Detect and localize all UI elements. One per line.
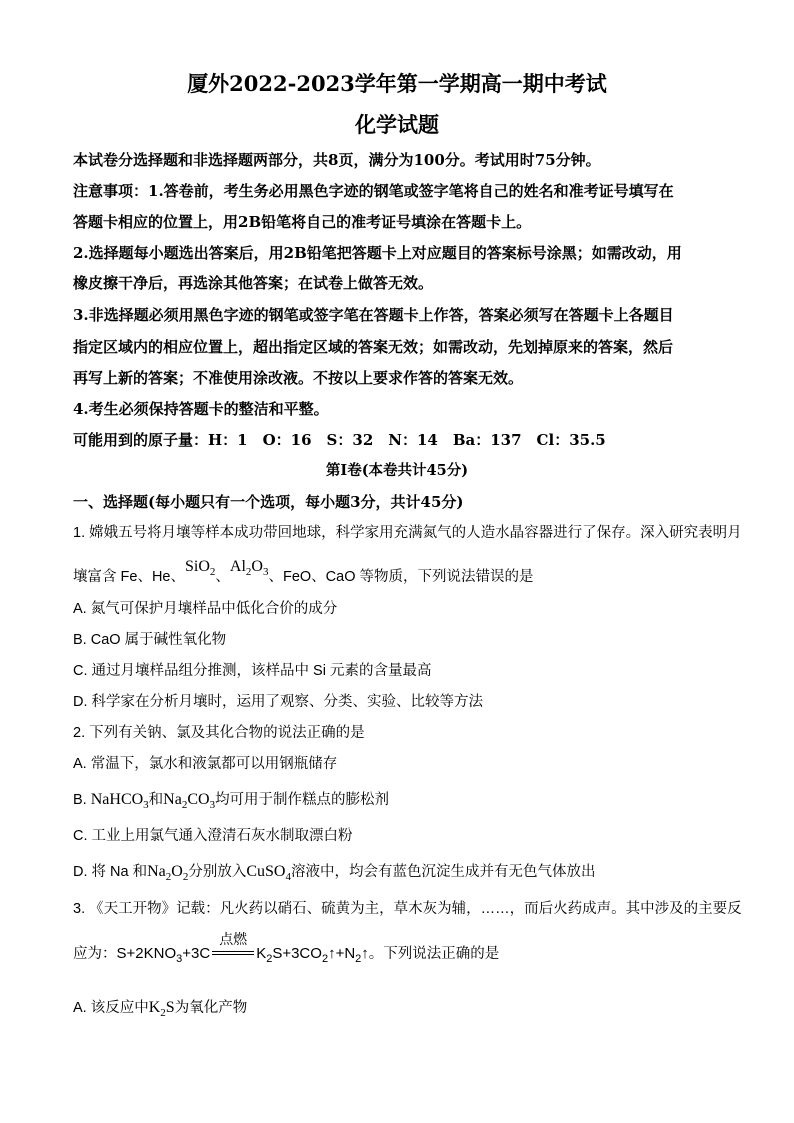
q1-option-a: A. 氮气可保护月壤样品中低化合价的成分	[73, 601, 338, 617]
notice-2b: 橡皮擦干净后，再选涂其他答案；在试卷上做答无效。	[73, 274, 434, 292]
q1-option-d: D. 科学家在分析月壤时，运用了观察、分类、实验、比较等方法	[73, 694, 484, 710]
q2-option-d: D. 将 Na 和$Na_2O_2$分别放入CuSO$_4$溶液中，均会有蓝色沉淀生成并有无色气体放出	[73, 863, 596, 883]
exam-title: 厦外2022-2023学年第一学期高一期中考试	[187, 71, 607, 96]
part-title: 一、选择题(每小题只有一个选项，每小题3分，共计45分)	[73, 493, 464, 511]
separator: 、	[215, 569, 230, 585]
formula-sio2: SiO$_2$	[185, 558, 216, 578]
q2-option-b: B. NaHCO$_3$和$Na_2CO_3$均可用于制作糕点的膨松剂	[73, 791, 390, 811]
q2-option-c: C. 工业上用氯气通入澄清石灰水制取漂白粉	[73, 828, 353, 844]
reaction-arrow	[212, 932, 254, 964]
formula-na2o2: $Na_2O_2$	[147, 863, 189, 883]
formula-na2co3: $Na_2CO_3$	[163, 791, 216, 811]
volume-title: 第Ⅰ卷(本卷共计45分)	[325, 462, 469, 479]
formula-k2s: $K_2S$	[148, 999, 175, 1019]
notice-4: 4.考生必须保持答题卡的整洁和平整。	[73, 400, 329, 418]
q3-option-a: A. 该反应中$K_2S$为氧化产物	[73, 999, 248, 1019]
intro-line: 本试卷分选择题和非选择题两部分，共8页，满分为100分。考试用时75分钟。	[73, 151, 601, 169]
q1-option-b: B. CaO 属于碱性氧化物	[73, 632, 227, 648]
notice-3c: 再写上新的答案；不准使用涂改液。不按以上要求作答的答案无效。	[73, 369, 524, 387]
q1-stem-line1: 1. 嫦娥五号将月壤等样本成功带回地球，科学家用充满氮气的人造水晶容器进行了保存。深入研究表明月	[73, 525, 742, 541]
atomic-masses: 可能用到的原子量：H：1 O：16 S：32 N：14 Ba：137 Cl：35.5	[73, 431, 606, 449]
q3-stem-line2: 应为：$S+2KNO_3+3C$ 点燃 $K_2S+3CO_2↑+N_2↑$。下列说法正确的是	[73, 932, 500, 965]
notice-3b: 指定区域内的相应位置上，超出指定区域的答案无效；如需改动，先划掉原来的答案，然后	[73, 338, 674, 356]
formula-al2o3: $Al_2O_3$	[229, 558, 269, 578]
reaction-condition: 点燃	[219, 932, 248, 949]
q1-option-c: C. 通过月壤样品组分推测，该样品中 Si 元素的含量最高	[73, 663, 432, 679]
q1-stem-line2	[73, 558, 534, 587]
q1-stem-post: 、FeO、CaO 等物质，下列说法错误的是	[268, 569, 534, 585]
notice-2a: 2.选择题每小题选出答案后，用2B铅笔把答题卡上对应题目的答案标号涂黑；如需改动，用	[73, 244, 682, 262]
q3-stem-line1: 3. 《天工开物》记载：凡火药以硝石、硫黄为主，草木灰为辅，……，而后火药成声。其中涉及的主要反	[73, 901, 742, 917]
notice-3a: 3.非选择题必须用黑色字迹的钢笔或签字笔在答题卡上作答，答案必须写在答题卡上各题目	[73, 306, 674, 324]
notice-1b: 答题卡相应的位置上，用2B铅笔将自己的准考证号填涂在答题卡上。	[73, 213, 532, 231]
formula-cuso4: CuSO$_4$	[246, 863, 291, 883]
exam-subtitle: 化学试题	[355, 112, 439, 137]
q2-option-a: A. 常温下，氯水和液氯都可以用钢瓶储存	[73, 756, 338, 772]
formula-nahco3: NaHCO$_3$	[90, 791, 149, 811]
q1-stem-pre: 壤富含 Fe、He、	[73, 569, 185, 585]
q2-stem: 2. 下列有关钠、氯及其化合物的说法正确的是	[73, 725, 365, 741]
notice-1a: 注意事项：1.答卷前，考生务必用黑色字迹的钢笔或签字笔将自己的姓名和准考证号填写在	[73, 182, 674, 200]
reaction-equation: $S+2KNO_3+3C$ 点燃 $K_2S+3CO_2↑+N_2↑$	[116, 932, 369, 965]
